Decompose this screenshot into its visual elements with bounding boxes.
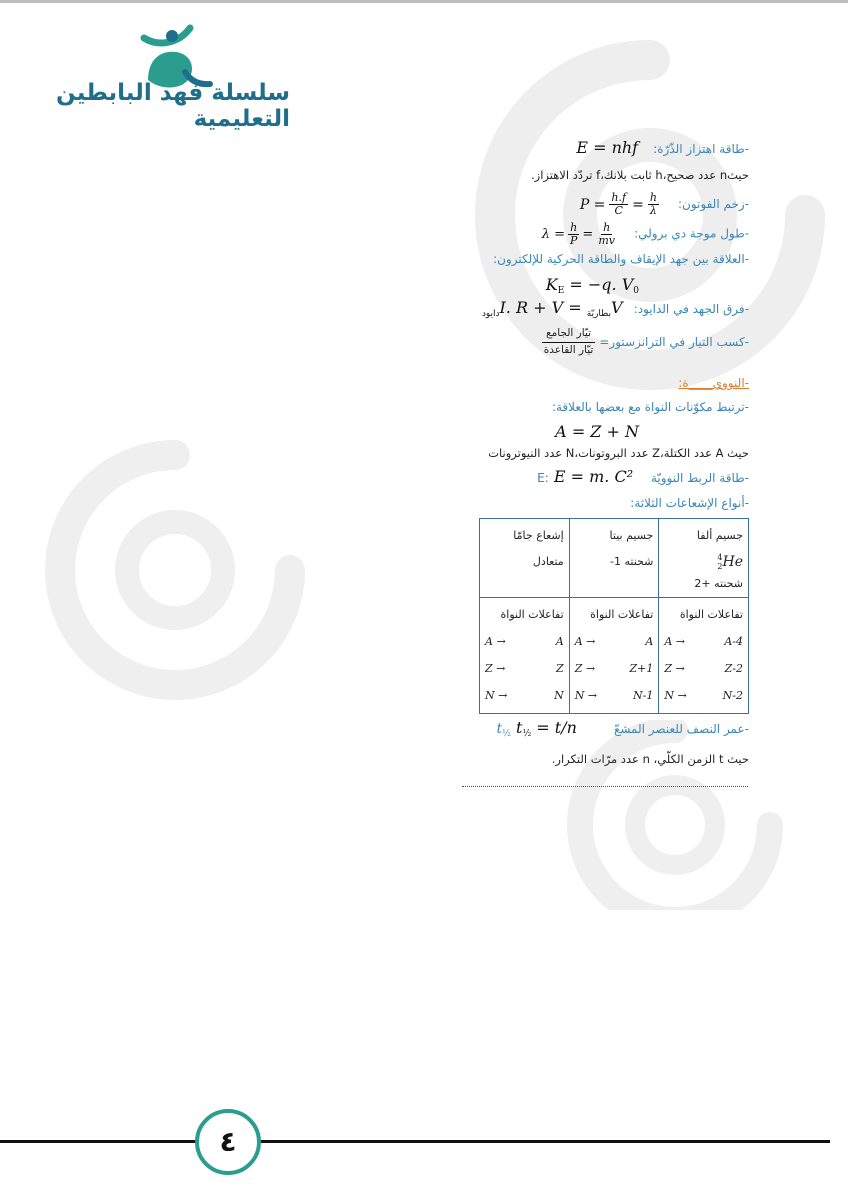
photon-frac-2-den: λ [649, 204, 657, 218]
alpha-name: جسيم ألفا [696, 529, 743, 542]
quantum-energy-row [576, 138, 749, 157]
half-life-sub-label: ½ [502, 729, 511, 739]
alpha-rxn-n [664, 682, 743, 709]
stopping-voltage-eq-wrap [546, 275, 639, 294]
rxn-to: A [555, 635, 564, 648]
photon-momentum-lhs: P = [579, 196, 606, 213]
photon-eq-sign: = [632, 196, 644, 213]
stopping-voltage-k: K [545, 275, 558, 294]
diode-v1-sub: بطاريّة [586, 309, 612, 319]
photon-frac-1 [609, 192, 628, 217]
rxn-to: Z [556, 662, 564, 675]
transistor-label: -كسب التيار في الترانزستور= [599, 335, 749, 350]
rxn-from: N → [574, 689, 598, 702]
radiation-table [479, 518, 749, 714]
half-life-symbol-label [497, 721, 511, 737]
transistor-den: تيّار القاعدة [543, 343, 594, 356]
stopping-voltage-label: -العلاقة بين جهد الإيقاف والطاقة الحركية للإلكترون: [493, 252, 749, 266]
de-broglie-frac-1 [568, 222, 579, 247]
alpha-symbol [664, 549, 743, 575]
de-broglie-frac-2 [596, 222, 617, 247]
half-life-sub: ½ [522, 729, 532, 739]
diode-label: -فرق الجهد في الدايود: [633, 302, 749, 316]
gamma-reactions-cell [480, 598, 570, 714]
rxn-from: Z → [574, 662, 596, 675]
alpha-reactions-cell [659, 598, 749, 714]
nucleus-relation-label: -ترتبط مكوّنات النواة مع بعضها بالعلاقة: [551, 400, 749, 414]
diode-v2-sub: دايود [481, 309, 500, 319]
rxn-from: Z → [664, 662, 685, 675]
transistor-fraction [540, 326, 598, 358]
beta-rxn-n [575, 682, 654, 709]
alpha-atomic: 2 [717, 562, 723, 571]
rxn-from: N → [485, 689, 508, 702]
photon-frac-1-den: C [614, 204, 623, 218]
de-broglie-row [542, 222, 749, 247]
de-broglie-eq-sign: = [582, 227, 594, 243]
footer-line [0, 1140, 830, 1143]
photon-momentum-row [580, 192, 749, 217]
gamma-rxn-a [485, 628, 564, 655]
diode-equation [482, 298, 623, 317]
table-row [480, 598, 749, 714]
beta-reactions-cell [569, 598, 659, 714]
half-life-rest: = t/n [531, 718, 577, 737]
diode-v1: V [611, 298, 623, 317]
de-broglie-label: -طول موجة دي برولي: [634, 226, 749, 241]
diode-row [482, 298, 749, 319]
stopping-voltage-equation [546, 275, 639, 296]
stopping-voltage-k-sub: E [557, 286, 565, 296]
gamma-name: إشعاع جامّا [513, 529, 564, 542]
quantum-energy-label: -طاقة اهتزاز الذّرّة: [653, 142, 749, 156]
half-life-row [497, 718, 749, 739]
diode-mid: = I. R + V [499, 298, 587, 317]
beta-rxn-a [575, 628, 654, 655]
de-broglie-frac-1-num: h [570, 221, 578, 234]
nucleus-heading: -النووي____ة: [678, 376, 749, 390]
rxn-to: N-1 [633, 689, 654, 702]
de-broglie-frac-1-den: P [570, 234, 578, 248]
beta-charge: شحنته 1- [610, 555, 654, 568]
reactions-label: تفاعلات النواة [500, 608, 564, 621]
binding-energy-label: -طاقة الربط النوويّة E: [537, 471, 749, 485]
gamma-rxn-n [485, 682, 564, 709]
rxn-to: Z+1 [629, 662, 654, 675]
rxn-to: Z-2 [724, 662, 743, 675]
quantum-energy-note: حيثn عدد صحيح،h ثابت بلانك،f تردّد الاهتزاز. [531, 168, 749, 182]
nucleus-note: حيث A عدد الكتلة،Z عدد البروتونات،N عدد النيوترونات [488, 446, 749, 460]
half-life-note: حيث t الزمن الكلّي، n عدد مرّات التكرار. [551, 752, 749, 766]
page-number: ٤ [195, 1109, 261, 1175]
gamma-rxn-z [485, 655, 564, 682]
transistor-row [540, 326, 749, 358]
half-life-equation [516, 718, 577, 737]
photon-momentum-equation [580, 192, 659, 217]
alpha-rxn-z [664, 655, 743, 682]
de-broglie-equation [542, 222, 617, 247]
watermark-logo-left [45, 440, 305, 700]
stopping-voltage-rest: = −q. V [564, 275, 634, 294]
binding-energy-equation: E = m. C² [553, 467, 634, 486]
nucleus-equation: A = Z + N [555, 422, 639, 441]
alpha-mass: 4 [717, 553, 723, 562]
rxn-from: A → [485, 635, 506, 648]
de-broglie-frac-2-den: mv [598, 234, 615, 248]
gamma-charge: متعادل [532, 555, 564, 568]
de-broglie-frac-2-num: h [603, 221, 611, 234]
photon-frac-1-num: h.f [611, 191, 627, 204]
rxn-from: Z → [485, 662, 506, 675]
rxn-to: A-4 [724, 635, 743, 648]
photon-momentum-label: -زخم الفوتون: [678, 197, 749, 212]
rxn-from: A → [574, 635, 596, 648]
watermark-logo-bottom [560, 720, 790, 910]
rxn-from: A → [664, 635, 686, 648]
brand-title: سلسلة فهد البابطين التعليمية [56, 80, 290, 132]
half-life-t: t [516, 718, 523, 737]
gamma-cell [480, 519, 570, 598]
stopping-voltage-v-sub: 0 [633, 286, 639, 296]
quantum-energy-equation: E = nhf [576, 138, 639, 157]
top-border [0, 0, 848, 3]
rxn-to: N [554, 689, 564, 702]
radiation-types-label: -أنواع الإشعاعات الثلاثة: [630, 496, 749, 510]
binding-energy-row [537, 467, 749, 486]
de-broglie-lhs: λ = [541, 227, 566, 243]
half-life-label: -عمر النصف للعنصر المشعّ [613, 722, 749, 736]
photon-frac-2-num: h [649, 191, 657, 204]
table-row [480, 519, 749, 598]
alpha-rxn-a [664, 628, 743, 655]
photon-frac-2 [648, 192, 659, 217]
beta-rxn-z [575, 655, 654, 682]
dotted-divider [462, 786, 748, 787]
transistor-num: تيّار الجامع [542, 326, 595, 343]
reactions-label: تفاعلات النواة [590, 608, 654, 621]
half-life-t-label: t [496, 721, 503, 737]
beta-cell [569, 519, 659, 598]
reactions-label: تفاعلات النواة [679, 608, 743, 621]
alpha-cell [659, 519, 749, 598]
alpha-he: He [722, 554, 743, 570]
rxn-from: N → [664, 689, 687, 702]
rxn-to: A [645, 635, 654, 648]
rxn-to: N-2 [722, 689, 743, 702]
alpha-charge: شحنته +2 [694, 577, 743, 590]
beta-name: جسيم بيتا [609, 529, 654, 542]
